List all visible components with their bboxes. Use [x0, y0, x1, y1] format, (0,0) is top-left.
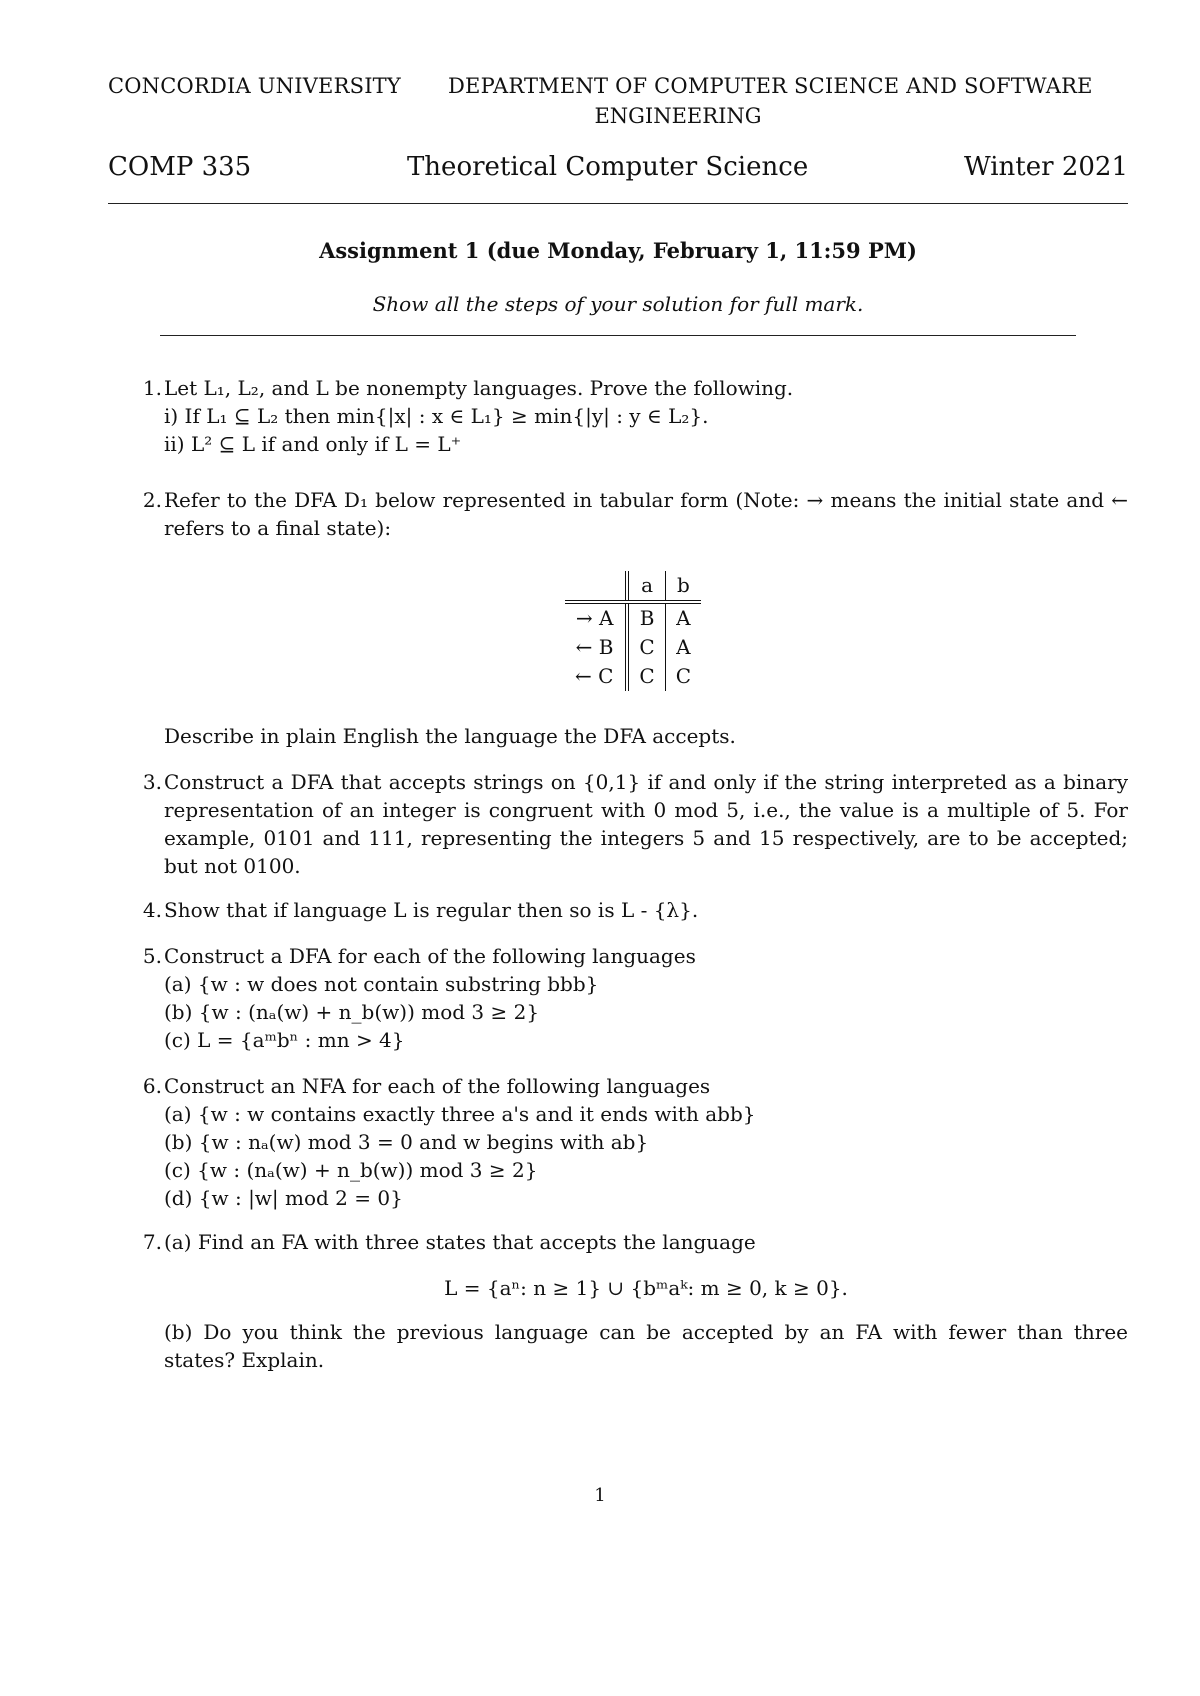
state-cell: ← C [575, 664, 614, 688]
course-row [108, 152, 1128, 182]
department-name: DEPARTMENT OF COMPUTER SCIENCE AND SOFTWARE [448, 74, 1093, 98]
question-text: Construct a DFA that accepts strings on {0,1} if and only if the string interpreted as a binary representation of an integer is congruent with 0 mod 5, i.e., the value is a multiple of 5. For example, 0101 and 111, representing the integers 5 and 15 respectively, are to be accepted; but not 0100. [164, 770, 1128, 878]
course-title: Theoretical Computer Science [406, 152, 809, 182]
question-part: (c) {w : (nₐ(w) + n_b(w)) mod 3 ≥ 2} [164, 1158, 538, 1182]
question-part: ii) L² ⊆ L if and only if L = L⁺ [164, 432, 462, 456]
table-row [565, 633, 701, 662]
question-3 [130, 768, 1128, 880]
table-corner-cell [565, 571, 627, 602]
question-text: Construct an NFA for each of the following languages [164, 1074, 711, 1098]
course-code: COMP 335 [108, 152, 252, 182]
question-1 [130, 374, 1128, 458]
question-7 [130, 1228, 1128, 1374]
question-followup: Describe in plain English the language the DFA accepts. [164, 724, 736, 748]
transition-cell: C [627, 633, 665, 662]
question-6 [130, 1072, 1128, 1212]
assignment-title: Assignment 1 (due Monday, February 1, 11:59 PM) [319, 238, 917, 263]
university-name: CONCORDIA UNIVERSITY [108, 74, 401, 98]
table-row [565, 602, 701, 633]
transition-cell: A [665, 633, 701, 662]
table-header-row [565, 571, 701, 602]
question-text: Let L₁, L₂, and L be nonempty languages. Prove the following. [164, 376, 794, 400]
question-part: (a) Find an FA with three states that accepts the language [164, 1230, 756, 1254]
question-text: Refer to the DFA D₁ below represented in tabular form (Note: → means the initial state and ← refers to a final state): [164, 488, 1128, 540]
transition-cell: C [627, 662, 665, 691]
question-text: Construct a DFA for each of the following languages [164, 944, 696, 968]
question-2 [130, 486, 1128, 542]
question-2-followup [130, 722, 1128, 750]
table-row [565, 662, 701, 691]
question-part: (a) {w : w does not contain substring bbb} [164, 972, 599, 996]
page-number: 1 [594, 1485, 606, 1506]
question-number: 6. [142, 1074, 162, 1098]
question-4 [130, 896, 1128, 924]
assignment-instructions: Show all the steps of your solution for full mark. [372, 292, 864, 316]
title-divider [160, 335, 1076, 336]
department-name-continued: ENGINEERING [594, 104, 762, 128]
question-number: 3. [142, 770, 162, 794]
question-part: (c) L = {aᵐbⁿ : mn > 4} [164, 1028, 405, 1052]
column-header: b [665, 571, 701, 602]
question-5 [130, 942, 1128, 1054]
transition-cell: B [627, 602, 665, 633]
question-part: (b) Do you think the previous language can be accepted by an FA with fewer than three states? Explain. [164, 1320, 1128, 1372]
question-part: (a) {w : w contains exactly three a's and it ends with abb} [164, 1102, 756, 1126]
state-cell: → A [575, 606, 614, 630]
question-part: (d) {w : |w| mod 2 = 0} [164, 1186, 403, 1210]
dfa-transition-table [565, 571, 701, 691]
question-number: 7. [142, 1230, 162, 1254]
header-divider [108, 203, 1128, 204]
state-cell: ← B [575, 635, 614, 659]
question-number: 4. [142, 898, 162, 922]
question-text: Show that if language L is regular then so is L - {λ}. [164, 898, 699, 922]
question-number: 1. [142, 376, 162, 400]
term: Winter 2021 [963, 152, 1128, 182]
question-part: i) If L₁ ⊆ L₂ then min{|x| : x ∈ L₁} ≥ min{|y| : y ∈ L₂}. [164, 404, 709, 428]
question-part: (b) {w : (nₐ(w) + n_b(w)) mod 3 ≥ 2} [164, 1000, 540, 1024]
transition-cell: A [665, 602, 701, 633]
transition-cell: C [665, 662, 701, 691]
column-header: a [627, 571, 665, 602]
question-number: 5. [142, 944, 162, 968]
language-definition: L = {aⁿ: n ≥ 1} ∪ {bᵐaᵏ: m ≥ 0, k ≥ 0}. [444, 1276, 848, 1300]
question-number: 2. [142, 488, 162, 512]
question-part: (b) {w : nₐ(w) mod 3 = 0 and w begins with ab} [164, 1130, 649, 1154]
header-line-1 [108, 74, 1128, 98]
